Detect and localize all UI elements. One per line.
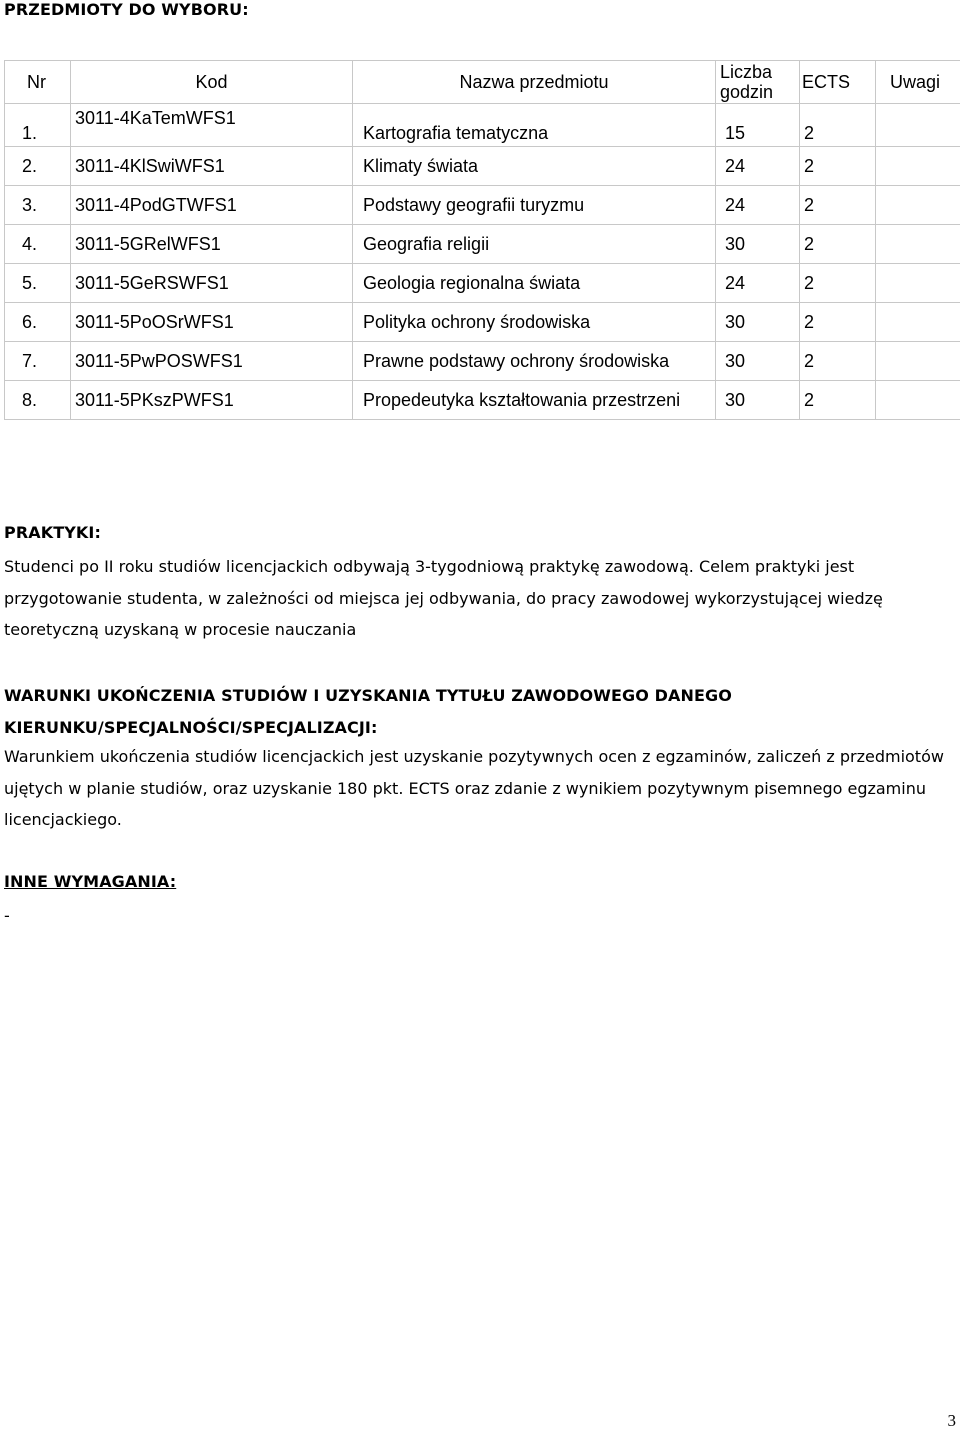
page-title: PRZEDMIOTY DO WYBORU:	[4, 0, 249, 19]
table-row	[5, 342, 960, 381]
cell-ects: 2	[800, 381, 876, 420]
cell-name: Polityka ochrony środowiska	[353, 303, 716, 342]
header-nr: Nr	[5, 61, 71, 104]
cell-notes	[876, 342, 960, 381]
cell-ects: 2	[800, 104, 876, 147]
cell-hours: 24	[716, 147, 800, 186]
completion-heading-line1: WARUNKI UKOŃCZENIA STUDIÓW I UZYSKANIA TYTUŁU ZAWODOWEGO DANEGO	[4, 686, 732, 705]
table-row	[5, 147, 960, 186]
cell-ects: 2	[800, 303, 876, 342]
cell-ects: 2	[800, 147, 876, 186]
cell-name: Klimaty świata	[353, 147, 716, 186]
cell-hours: 30	[716, 381, 800, 420]
cell-code: 3011-5GeRSWFS1	[71, 264, 353, 303]
cell-name: Geografia religii	[353, 225, 716, 264]
cell-nr: 6.	[5, 303, 71, 342]
table-row	[5, 186, 960, 225]
cell-code: 3011-4KaTemWFS1	[71, 104, 353, 147]
cell-code: 3011-4KlSwiWFS1	[71, 147, 353, 186]
internship-heading: PRAKTYKI:	[4, 523, 101, 542]
table-row	[5, 104, 960, 147]
cell-code: 3011-5PKszPWFS1	[71, 381, 353, 420]
cell-name: Kartografia tematyczna	[353, 104, 716, 147]
cell-nr: 1.	[5, 104, 71, 147]
cell-notes	[876, 264, 960, 303]
table-row	[5, 225, 960, 264]
table-header-row	[5, 61, 960, 104]
cell-name: Podstawy geografii turyzmu	[353, 186, 716, 225]
other-requirements-text: -	[4, 906, 10, 925]
header-name: Nazwa przedmiotu	[353, 61, 716, 104]
cell-name: Propedeutyka kształtowania przestrzeni	[353, 381, 716, 420]
completion-heading	[4, 680, 732, 743]
cell-name: Geologia regionalna świata	[353, 264, 716, 303]
cell-hours: 30	[716, 342, 800, 381]
cell-ects: 2	[800, 225, 876, 264]
page-number: 3	[947, 1411, 956, 1430]
header-hours: Liczba godzin	[716, 61, 800, 104]
cell-notes	[876, 381, 960, 420]
table-row	[5, 264, 960, 303]
cell-nr: 5.	[5, 264, 71, 303]
cell-notes	[876, 225, 960, 264]
cell-nr: 3.	[5, 186, 71, 225]
cell-code: 3011-5PwPOSWFS1	[71, 342, 353, 381]
cell-hours: 30	[716, 225, 800, 264]
cell-ects: 2	[800, 186, 876, 225]
cell-nr: 7.	[5, 342, 71, 381]
cell-notes	[876, 104, 960, 147]
table-row	[5, 381, 960, 420]
cell-nr: 4.	[5, 225, 71, 264]
cell-code: 3011-5GRelWFS1	[71, 225, 353, 264]
cell-hours: 30	[716, 303, 800, 342]
cell-code: 3011-4PodGTWFS1	[71, 186, 353, 225]
cell-name: Prawne podstawy ochrony środowiska	[353, 342, 716, 381]
completion-text: Warunkiem ukończenia studiów licencjackich jest uzyskanie pozytywnych ocen z egzaminów, zaliczeń z przedmiotów ujętych w planie studiów, oraz uzyskanie 180 pkt. ECTS oraz zdanie z wynikiem pozytywnym pisemnego egzaminu licencjackiego.	[4, 747, 944, 829]
header-code: Kod	[71, 61, 353, 104]
internship-text: Studenci po II roku studiów licencjackich odbywają 3-tygodniową praktykę zawodową. Celem praktyki jest przygotowanie studenta, w zależności od miejsca jej odbywania, do pracy zawodowej wykorzystującej wiedzę teoretyczną uzyskaną w procesie nauczania	[4, 557, 883, 639]
cell-notes	[876, 186, 960, 225]
completion-heading-line2: KIERUNKU/SPECJALNOŚCI/SPECJALIZACJI:	[4, 717, 378, 737]
header-ects: ECTS	[800, 61, 876, 104]
cell-notes	[876, 303, 960, 342]
cell-ects: 2	[800, 264, 876, 303]
table-row	[5, 303, 960, 342]
cell-notes	[876, 147, 960, 186]
elective-subjects-table	[4, 60, 960, 420]
cell-nr: 8.	[5, 381, 71, 420]
cell-code: 3011-5PoOSrWFS1	[71, 303, 353, 342]
cell-nr: 2.	[5, 147, 71, 186]
cell-hours: 24	[716, 264, 800, 303]
cell-ects: 2	[800, 342, 876, 381]
cell-hours: 15	[716, 104, 800, 147]
cell-hours: 24	[716, 186, 800, 225]
header-notes: Uwagi	[876, 61, 960, 104]
other-requirements-heading: INNE WYMAGANIA:	[4, 872, 177, 891]
